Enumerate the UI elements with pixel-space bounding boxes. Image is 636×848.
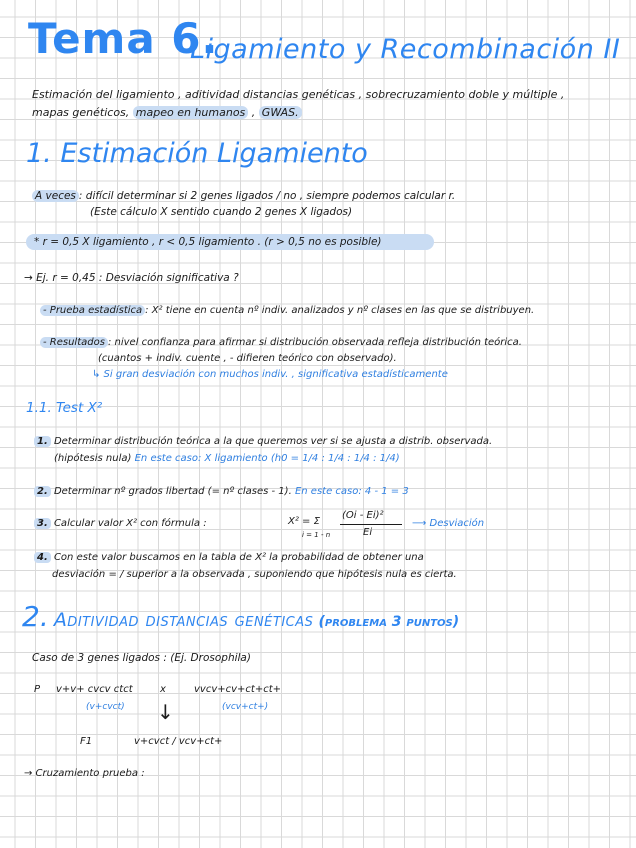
note-box [26,234,434,250]
step-4-sub: desviación = / superior a la observada , suponiendo que hipótesis nula es cierta. [52,569,457,580]
section-1-heading: 1. Estimación Ligamiento [26,138,368,169]
section-2-title-suffix: (problema 3 puntos) [318,614,460,630]
intro-separator: , [248,106,259,119]
p-genotype-left: v+v+ cvcv ctct [56,684,133,695]
intro-text: mapas genéticos, [32,106,130,119]
highlight-resultados: - Resultados [40,337,108,348]
title-sub: Ligamiento y Recombinación II [190,34,621,65]
step-2 [34,486,409,497]
gamete-left: (v+cvct) [86,702,125,712]
bullet-prueba-text: : X² tiene en cuenta nº indiv. analizados y nº clases en las que se distribuyen. [145,305,535,316]
section-2-title: Aditividad distancias genéticas [53,609,314,631]
example-line: → Ej. r = 0,45 : Desviación significativa ? [24,272,239,284]
bullet-prueba [40,305,534,316]
formula-sub: i = 1 - n [302,531,331,539]
gamete-right: (vcv+ct+) [222,702,269,712]
fraction-bar [340,524,402,525]
highlight-mapeo: mapeo en humanos [133,106,249,119]
step-1-text: Determinar distribución teórica a la que queremos ver si se ajusta a distrib. observada. [53,436,493,447]
step-4 [34,552,424,563]
intro-line-2 [32,106,302,119]
case-line: Caso de 3 genes ligados : (Ej. Drosophila) [32,652,251,664]
f1-genotype: v+cvct / vcv+ct+ [134,736,223,747]
p-label: P [34,684,41,695]
step-2-number: 2. [34,486,51,497]
step-1-sub [54,453,400,464]
bullet-resultados-text: : nivel confianza para afirmar si distribución observada refleja distribución teórica. [107,337,522,348]
highlight-gwas: GWAS. [259,106,302,119]
step-2-blue: En este caso: 4 - 1 = 3 [294,486,409,497]
down-arrow-icon: ↓ [157,700,174,724]
step-1-sub-black: (hipótesis nula) [54,453,132,464]
step-3-text: Calcular valor X² con fórmula : [53,518,207,529]
step-3-number: 3. [34,518,51,529]
intro-line-1: Estimación del ligamiento , aditividad distancias genéticas , sobrecruzamiento doble y múltiple , [32,88,565,101]
bullet-resultados-blue: ↳ Si gran desviación con muchos indiv. , significativa estadísticamente [92,369,448,380]
step-1-sub-blue: En este caso: X ligamiento (h0 = 1/4 : 1/4 : 1/4 : 1/4) [134,453,400,464]
step-1 [34,436,492,447]
section-2-number: 2. [22,600,49,633]
section-1-1-heading: 1.1. Test X² [26,400,103,416]
f1-label: F1 [80,736,93,747]
s1-paragraph-text: : difícil determinar si 2 genes ligados / no , siempre podemos calcular r. [78,190,456,202]
highlight-a-veces: A veces [32,190,79,202]
cross-test-line: → Cruzamiento prueba : [24,768,145,779]
note-text: r = 0,5 X ligamiento , r < 0,5 ligamiento . (r > 0,5 no es posible) [42,236,382,248]
bullet-resultados [40,337,522,348]
step-4-text: Con este valor buscamos en la tabla de X² la probabilidad de obtener una [53,552,424,563]
formula-arrow: ⟶ Desviación [412,518,485,529]
s1-paragraph [32,190,455,202]
p-genotype-right: vvcv+cv+ct+ct+ [194,684,282,695]
step-4-number: 4. [34,552,51,563]
star-icon: * [34,236,40,248]
section-2-heading [22,600,459,633]
highlight-prueba-estadistica: - Prueba estadística [40,305,145,316]
bullet-resultados-sub: (cuantos + indiv. cuente , - difieren teórico con observado). [98,353,397,364]
title-main: Tema 6. [28,14,219,63]
s1-paragraph-sub: (Este cálculo X sentido cuando 2 genes X ligados) [90,206,353,218]
formula-lhs: X² = Σ [288,516,320,527]
step-2-text: Determinar nº grados libertad (= nº clases - 1). [53,486,292,497]
formula-numerator: (Oi - Ei)² [342,510,384,521]
formula-denominator: Ei [363,527,373,538]
step-3 [34,518,207,529]
cross-x: x [160,684,166,695]
step-1-number: 1. [34,436,51,447]
